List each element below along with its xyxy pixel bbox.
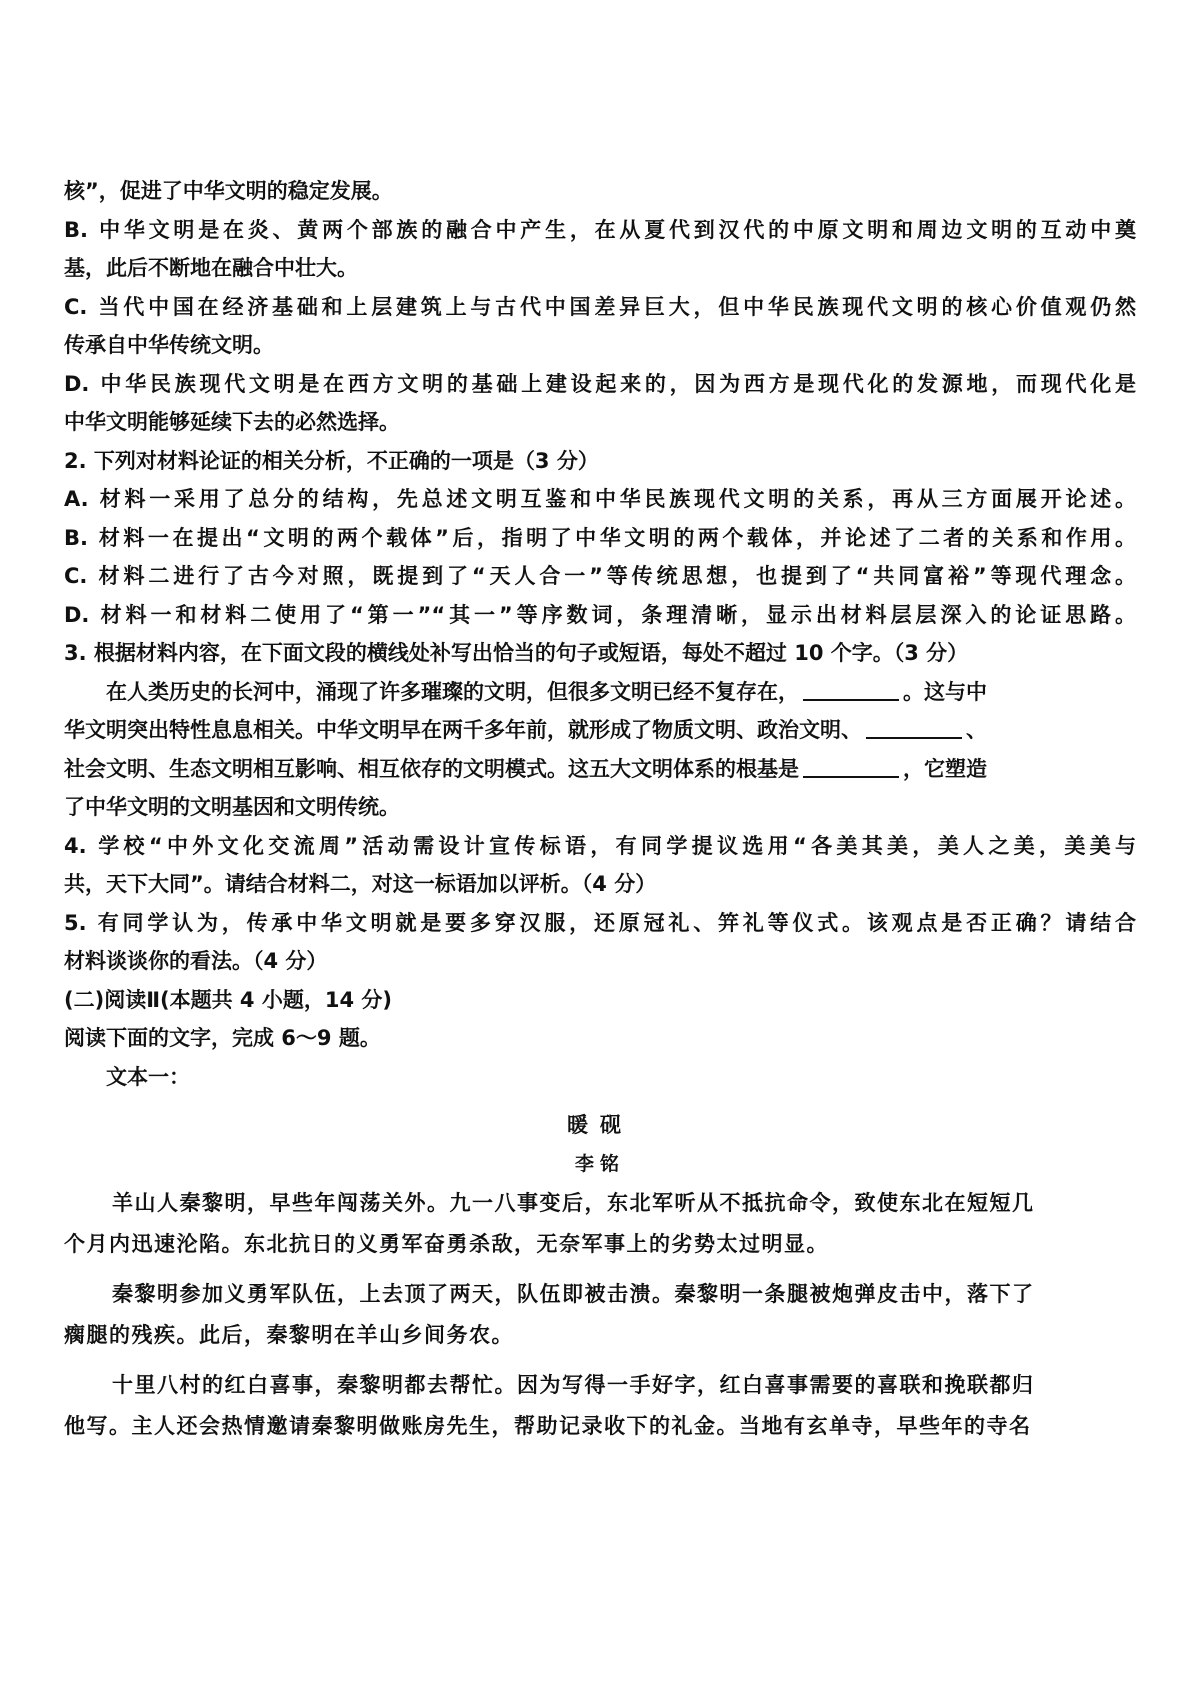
story-line: 瘸腿的残疾。此后，秦黎明在羊山乡间务农。 — [64, 1321, 514, 1347]
q3-passage-line — [64, 673, 1136, 712]
text-line: 共，天下大同”。请结合材料二，对这一标语加以评析。（4 分） — [64, 872, 657, 896]
q3-text: 在人类历史的长河中，涌现了许多璀璨的文明，但很多文明已经不复存在， — [106, 679, 799, 704]
q2-option-a: A. 材料一采用了总分的结构，先总述文明互鉴和中华民族现代文明的关系，再从三方面展开论述。 — [64, 487, 1136, 511]
q3-passage-line — [64, 750, 1136, 789]
question-3: 3. 根据材料内容，在下面文段的横线处补写出恰当的句子或短语，每处不超过 10 个字。（3 分） — [64, 641, 969, 665]
answer-blank-3[interactable] — [803, 754, 899, 778]
exam-page — [64, 172, 1136, 1446]
story-line: 十里八村的红白喜事，秦黎明都去帮忙。因为写得一手好字，红白喜事需要的喜联和挽联都归 — [112, 1372, 1035, 1397]
q3-text: 、 — [966, 718, 987, 742]
question-5: 5. 有同学认为，传承中华文明就是要多穿汉服，还原冠礼、笄礼等仪式。该观点是否正确？请结合 — [64, 910, 1136, 935]
answer-blank-2[interactable] — [866, 715, 962, 739]
story-title: 暖砚 — [567, 1112, 633, 1137]
section-heading: (二)阅读Ⅱ(本题共 4 小题，14 分) — [64, 987, 392, 1012]
instruction: 阅读下面的文字，完成 6～9 题。 — [64, 1026, 381, 1050]
q3-text: 。这与中 — [903, 679, 987, 704]
q2-option-b: B. 材料一在提出“文明的两个载体”后，指明了中华文明的两个载体，并论述了二者的关系和作用。 — [64, 525, 1136, 550]
question-2: 2. 下列对材料论证的相关分析，不正确的一项是（3 分） — [64, 448, 599, 473]
text-line: 了中华文明的文明基因和文明传统。 — [64, 795, 400, 819]
story-line: 个月内迅速沦陷。东北抗日的义勇军奋勇杀敌，无奈军事上的劣势太过明显。 — [64, 1230, 829, 1256]
story-body — [64, 1183, 1136, 1446]
q3-text: ，它塑造 — [903, 756, 987, 781]
answer-blank-1[interactable] — [803, 677, 899, 701]
story-line: 羊山人秦黎明，早些年闯荡关外。九一八事变后，东北军听从不抵抗命令，致使东北在短短几 — [112, 1190, 1035, 1215]
q3-passage-line — [64, 711, 1136, 750]
text-line: 中华文明能够延续下去的必然选择。 — [64, 410, 400, 434]
text-line: 基，此后不断地在融合中壮大。 — [64, 256, 358, 280]
text-line: 核”，促进了中华文明的稳定发展。 — [64, 179, 393, 203]
question-4: 4. 学校“中外文化交流周”活动需设计宣传标语，有同学提议选用“各美其美，美人之美，美美与 — [64, 833, 1136, 858]
q2-option-d: D. 材料一和材料二使用了“第一”“其一”等序数词，条理清晰，显示出材料层层深入的论证思路。 — [64, 602, 1136, 627]
text-label: 文本一： — [106, 1064, 190, 1089]
q2-option-c: C. 材料二进行了古今对照，既提到了“天人合一”等传统思想，也提到了“共同富裕”等现代理念。 — [64, 564, 1136, 588]
option-b: B. 中华文明是在炎、黄两个部族的融合中产生，在从夏代到汉代的中原文明和周边文明的互动中奠 — [64, 217, 1136, 242]
q3-text: 华文明突出特性息息相关。中华文明早在两千多年前，就形成了物质文明、政治文明、 — [64, 718, 862, 742]
option-c: C. 当代中国在经济基础和上层建筑上与古代中国差异巨大，但中华民族现代文明的核心价值观仍然 — [64, 294, 1136, 319]
text-line: 传承自中华传统文明。 — [64, 333, 274, 357]
story-author: 李铭 — [574, 1152, 625, 1175]
option-d: D. 中华民族现代文明是在西方文明的基础上建设起来的，因为西方是现代化的发源地，而现代化是 — [64, 371, 1136, 396]
story-line: 他写。主人还会热情邀请秦黎明做账房先生，帮助记录收下的礼金。当地有玄单寺，早些年的寺名 — [64, 1412, 1032, 1438]
story-line: 秦黎明参加义勇军队伍，上去顶了两天，队伍即被击溃。秦黎明一条腿被炮弹皮击中，落下了 — [112, 1281, 1035, 1306]
text-line: 材料谈谈你的看法。（4 分） — [64, 949, 328, 973]
q3-text: 社会文明、生态文明相互影响、相互依存的文明模式。这五大文明体系的根基是 — [64, 756, 799, 781]
